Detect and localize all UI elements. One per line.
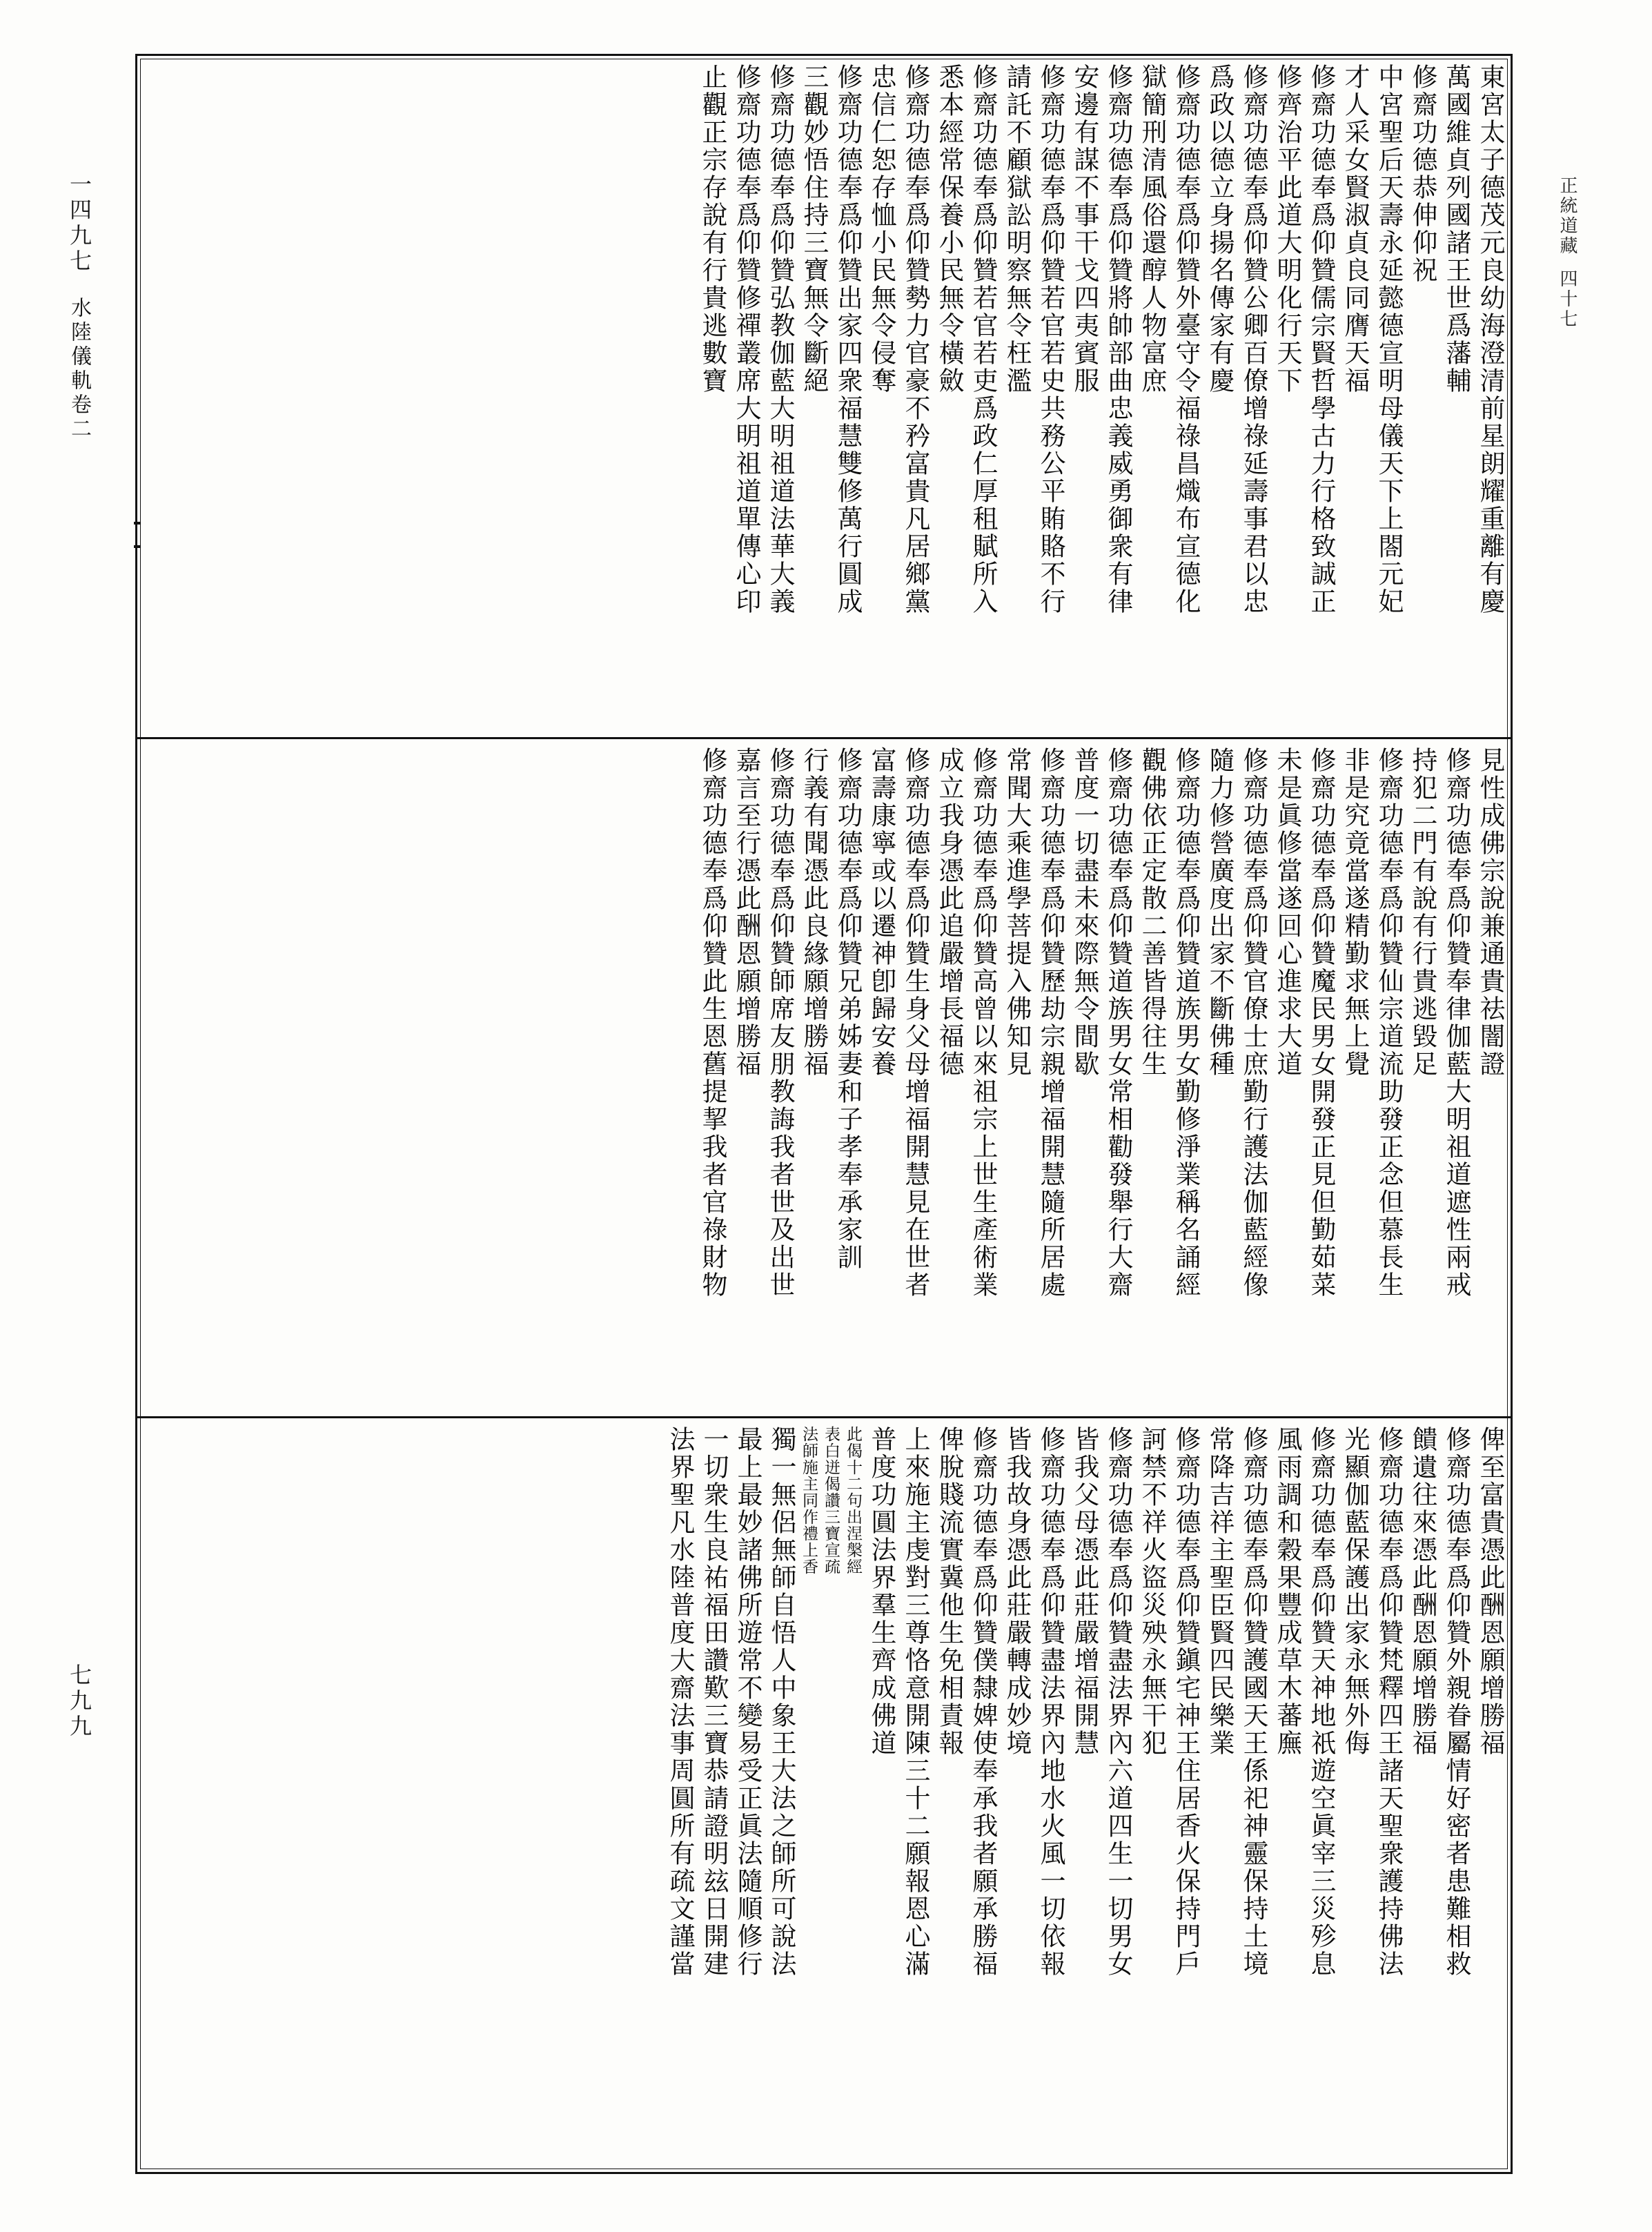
text-column: 法界聖凡水陸普度大齋法事周圓所有疏文謹當 xyxy=(665,1426,695,1978)
text-column: 萬國維貞列國諸王世爲藩輔 xyxy=(1442,63,1471,395)
text-column: 修齋功德奉爲仰贊高曾以來祖宗上世生產術業 xyxy=(968,747,998,1299)
text-column: 止觀正宗存說有行貴逃數寶 xyxy=(698,63,727,395)
page-number-top: 一四九七 xyxy=(66,173,92,275)
text-column: 俾至富貴憑此酬恩願增勝福 xyxy=(1475,1426,1505,1757)
text-column: 上來施主虔對三尊恪意開陳三十二願報恩心滿 xyxy=(901,1426,930,1978)
text-column: 非是究竟當遂精勤求無上覺 xyxy=(1340,747,1370,1078)
volume-header-line1: 正統道藏 xyxy=(1557,176,1577,256)
text-column: 行義有聞憑此良緣願增勝福 xyxy=(799,747,829,1078)
text-column-annotation: 表白迸偈讚三寶宣疏 xyxy=(822,1426,840,1575)
register-divider-1 xyxy=(135,737,1513,739)
text-column: 修齋功德恭伸仰祝 xyxy=(1408,63,1437,284)
text-column: 修齋功德奉爲仰贊若官若史共務公平賄賂不行 xyxy=(1036,63,1065,616)
text-column: 修齊治平此道大明化行天下 xyxy=(1272,63,1302,395)
text-column: 修齋功德奉爲仰贊兄弟姊妻和子孝奉承家訓 xyxy=(833,747,863,1271)
text-column: 訶禁不祥火盜災殃永無干犯 xyxy=(1137,1426,1167,1757)
text-column: 普度一切盡未來際無令間歇 xyxy=(1070,747,1099,1078)
text-column: 修齋功德奉爲仰贊天神地祇遊空眞宰三災殄息 xyxy=(1306,1426,1336,1978)
text-column: 普度功圓法界羣生齊成佛道 xyxy=(867,1426,896,1757)
text-column: 獨一無侶無師自悟人中象王大法之師所可說法 xyxy=(767,1426,796,1978)
text-column: 富壽康寧或以遷神卽歸安養 xyxy=(867,747,896,1078)
text-column: 修齋功德奉爲仰贊歷劫宗親增福開慧隨所居處 xyxy=(1036,747,1065,1299)
text-column: 俾脫賤流實冀他生免相責報 xyxy=(934,1426,964,1757)
text-column: 修齋功德奉爲仰贊道族男女常相勸發舉行大齋 xyxy=(1103,747,1133,1299)
text-column: 修齋功德奉爲仰贊魔民男女開發正見但勤茹菜 xyxy=(1306,747,1336,1299)
text-column: 修齋功德奉爲仰贊盡法界內地水火風一切依報 xyxy=(1036,1426,1065,1978)
frame-tick-upper xyxy=(134,522,141,525)
text-column: 修齋功德奉爲仰贊生身父母增福開慧見在世者 xyxy=(901,747,930,1299)
text-column: 成立我身憑此追嚴增長福德 xyxy=(934,747,964,1078)
text-column: 安邊有謀不事干戈四夷賓服 xyxy=(1070,63,1099,395)
text-column: 饋遺往來憑此酬恩願增勝福 xyxy=(1408,1426,1437,1757)
text-column: 修齋功德奉爲仰贊仙宗道流助發正念但慕長生 xyxy=(1374,747,1404,1299)
text-column: 修齋功德奉爲仰贊盡法界內六道四生一切男女 xyxy=(1103,1426,1133,1978)
text-column: 才人采女賢淑貞良同膺天福 xyxy=(1340,63,1370,395)
page-number-bottom: 七九九 xyxy=(66,1663,92,1740)
text-column: 修齋功德奉爲仰贊外親眷屬情好密者患難相救 xyxy=(1442,1426,1471,1978)
text-column: 皆我父母憑此莊嚴增福開慧 xyxy=(1070,1426,1099,1757)
text-column: 修齋功德奉爲仰贊奉律伽藍大明祖道遮性兩戒 xyxy=(1442,747,1471,1299)
text-column: 修齋功德奉爲仰贊此生恩舊提挈我者官祿財物 xyxy=(698,747,727,1299)
text-column: 最上最妙諸佛所遊常不變易受正眞法隨順修行 xyxy=(733,1426,763,1978)
book-title-margin: 水陸儀軌卷二 xyxy=(67,297,91,442)
text-column: 風雨調和穀果豐成草木蕃廡 xyxy=(1272,1426,1302,1757)
text-column: 修齋功德奉爲仰贊鎭宅神王住居香火保持門戶 xyxy=(1171,1426,1201,1978)
text-register-1 xyxy=(145,63,1503,730)
text-column: 修齋功德奉爲仰贊僕隸婢使奉承我者願承勝福 xyxy=(968,1426,998,1978)
text-column: 請託不顧獄訟明察無令枉濫 xyxy=(1002,63,1032,395)
text-column: 未是眞修當遂回心進求大道 xyxy=(1272,747,1302,1078)
text-column: 悉本經常保養小民無令橫斂 xyxy=(934,63,964,395)
text-column: 修齋功德奉爲仰贊外臺守令福祿昌熾布宣德化 xyxy=(1171,63,1201,616)
frame-tick-lower xyxy=(134,545,141,548)
text-column: 忠信仁恕存恤小民無令侵奪 xyxy=(867,63,896,395)
text-column: 東宮太子德茂元良幼海澄清前星朗耀重離有慶 xyxy=(1475,63,1505,616)
text-register-2 xyxy=(145,747,1503,1409)
text-column: 嘉言至行憑此酬恩願增勝福 xyxy=(731,747,761,1078)
text-column: 光顯伽藍保護出家永無外侮 xyxy=(1340,1426,1370,1757)
text-column: 獄簡刑清風俗還醇人物富庶 xyxy=(1137,63,1167,395)
text-column: 修齋功德奉爲仰贊梵釋四王諸天聖衆護持佛法 xyxy=(1374,1426,1404,1978)
text-column: 修齋功德奉爲仰贊將帥部曲忠義威勇御衆有律 xyxy=(1103,63,1133,616)
text-column: 修齋功德奉爲仰贊官僚士庶勤行護法伽藍經像 xyxy=(1239,747,1268,1299)
text-column: 修齋功德奉爲仰贊道族男女勤修淨業稱名誦經 xyxy=(1171,747,1201,1299)
text-column: 隨力修營廣度出家不斷佛種 xyxy=(1205,747,1235,1078)
text-column: 修齋功德奉爲仰贊儒宗賢哲學古力行格致誠正 xyxy=(1306,63,1336,616)
text-column-annotation: 法師施主同作禮上香 xyxy=(800,1426,818,1575)
text-column: 皆我故身憑此莊嚴轉成妙境 xyxy=(1002,1426,1032,1757)
text-column: 修齋功德奉爲仰贊修禪叢席大明祖道單傳心印 xyxy=(731,63,761,616)
text-column: 見性成佛宗說兼通貴祛闇證 xyxy=(1475,747,1505,1078)
text-column: 修齋功德奉爲仰贊公卿百僚增祿延壽事君以忠 xyxy=(1239,63,1268,616)
volume-header-line2: 四十七 xyxy=(1557,269,1577,329)
text-column: 修齋功德奉爲仰贊護國天王係祀神靈保持土境 xyxy=(1239,1426,1268,1978)
text-column: 三觀妙悟住持三寶無令斷絕 xyxy=(799,63,829,395)
text-column: 常聞大乘進學菩提入佛知見 xyxy=(1002,747,1032,1078)
text-column: 修齋功德奉爲仰贊師席友朋教誨我者世及出世 xyxy=(765,747,795,1299)
text-column: 一切衆生良祐福田讚歎三寶恭請證明玆日開建 xyxy=(699,1426,729,1978)
text-column: 持犯二門有說有行貴逃毀足 xyxy=(1408,747,1437,1078)
text-column: 常降吉祥主聖臣賢四民樂業 xyxy=(1205,1426,1235,1757)
text-column: 中宮聖后天壽永延懿德宣明母儀天下上閤元妃 xyxy=(1374,63,1404,616)
text-column: 爲政以德立身揚名傳家有慶 xyxy=(1205,63,1235,395)
text-column: 觀佛依正定散二善皆得往生 xyxy=(1137,747,1167,1078)
text-column: 修齋功德奉爲仰贊弘教伽藍大明祖道法華大義 xyxy=(765,63,795,616)
text-column: 修齋功德奉爲仰贊若官若吏爲政仁厚租賦所入 xyxy=(968,63,998,616)
text-column: 修齋功德奉爲仰贊勢力官豪不矜富貴凡居鄉黨 xyxy=(901,63,930,616)
register-divider-2 xyxy=(135,1416,1513,1418)
text-column-annotation: 此偈十二句出涅槃經 xyxy=(844,1426,862,1575)
text-register-3 xyxy=(145,1426,1503,2164)
text-column: 修齋功德奉爲仰贊出家四衆福慧雙修萬行圓成 xyxy=(833,63,863,616)
